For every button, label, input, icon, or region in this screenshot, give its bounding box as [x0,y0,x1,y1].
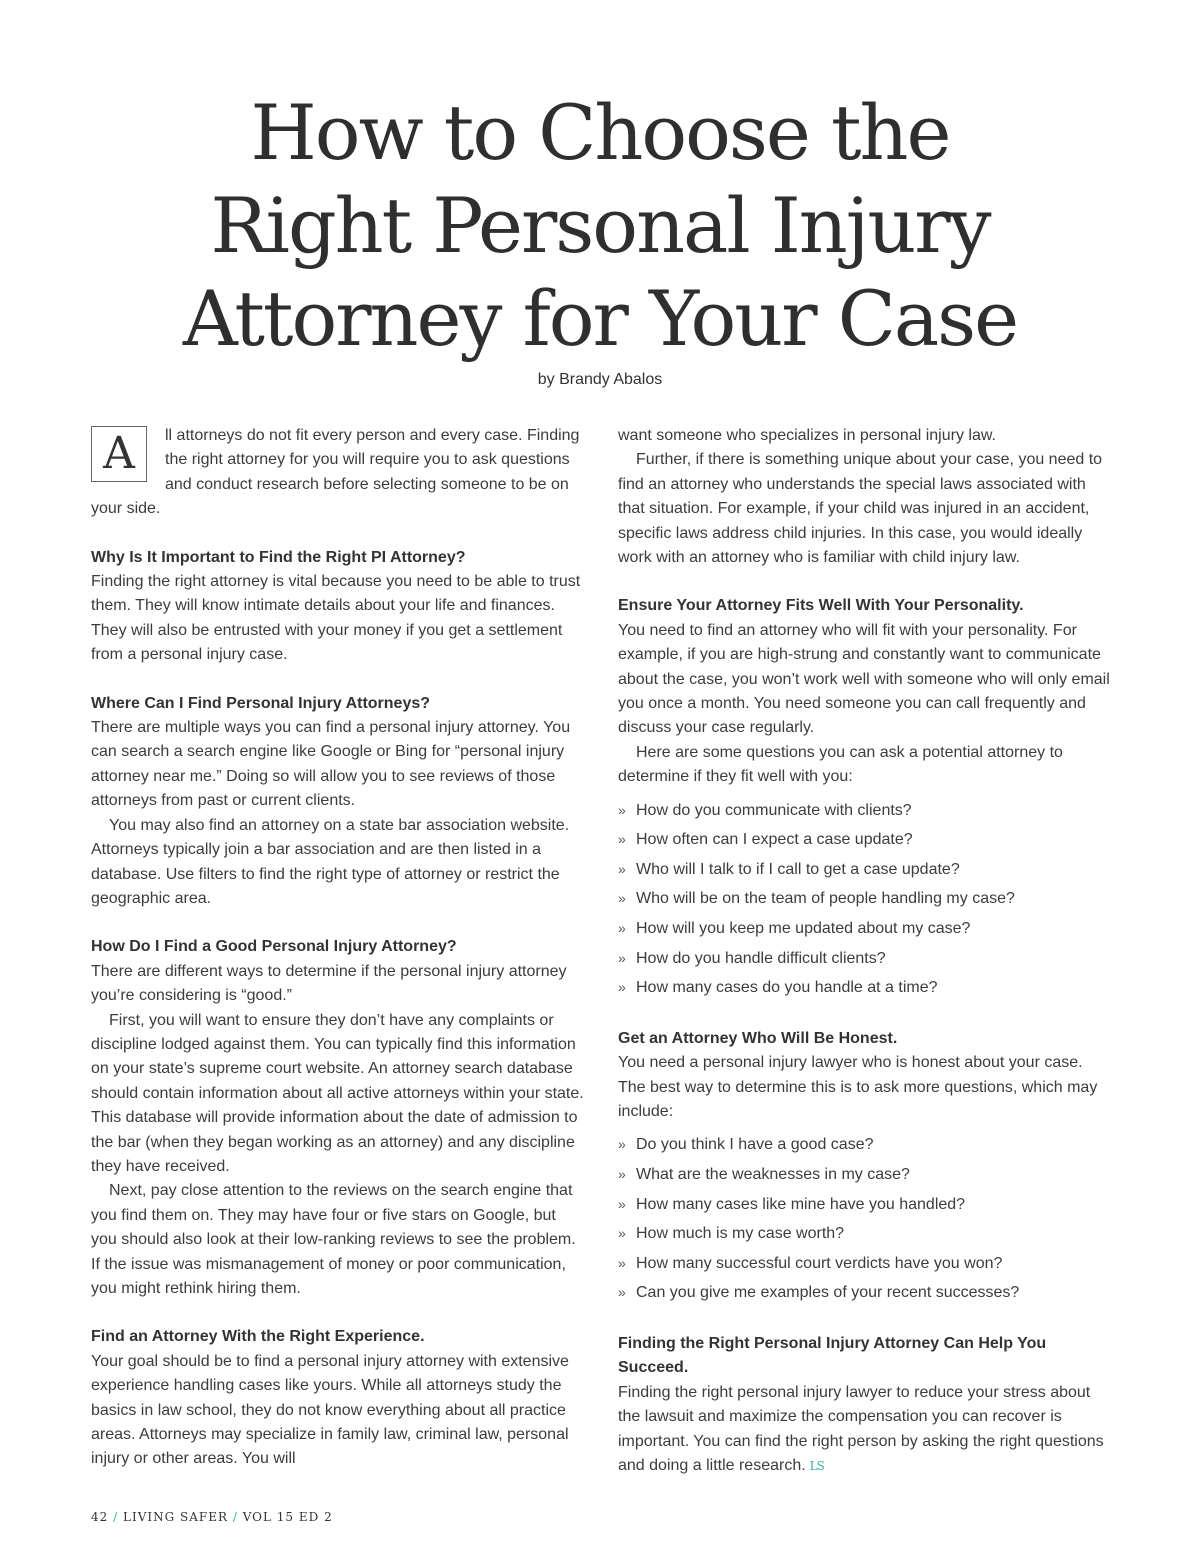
paragraph: You need a personal injury lawyer who is honest about your case. The best way to determine this is to ask more questions, which may include: [618,1054,1098,1121]
paragraph: You may also find an attorney on a state bar association website. Attorneys typically join a bar association and are then listed in a database. Use filters to find the right type of attorney or restrict the geographic area. [91,816,570,907]
list-item [618,1219,1112,1249]
page-footer [91,1510,333,1524]
list-item-text: How do you communicate with clients? [636,801,912,819]
bullet-icon: » [618,979,626,996]
footer-separator: / [232,1510,238,1524]
title-line: How to Choose the [250,88,950,177]
list-item-text: Can you give me examples of your recent successes? [636,1284,1020,1302]
paragraph: want someone who specializes in personal injury law. [618,427,996,444]
paragraph: First, you will want to ensure they don’t have any complaints or discipline lodged against them. You can typically find this information on your state’s supreme court website. An attorney search database should contain information about all active attorneys within your state. This database will provide information about the date of admission to the bar (when they began working as an attorney) and any discipline they have received. [91,1011,584,1175]
section-heading: Find an Attorney With the Right Experience. [91,1328,425,1346]
list-item-text: How many successful court verdicts have you won? [636,1254,1003,1272]
section-heading: Why Is It Important to Find the Right PI Attorney? [91,548,466,566]
bullet-icon: » [618,890,626,907]
paragraph: Here are some questions you can ask a potential attorney to determine if they fit well with you: [618,743,1063,786]
byline: by Brandy Abalos [537,371,663,388]
list-item [618,884,1112,914]
section-heading: Get an Attorney Who Will Be Honest. [618,1029,898,1047]
paragraph: There are different ways to determine if the personal injury attorney you’re considering is “good.” [91,962,567,1005]
section-heading: Where Can I Find Personal Injury Attorneys? [91,694,431,712]
list-item-text: Who will I talk to if I call to get a case update? [636,860,960,878]
article-title [0,86,1200,365]
list-item [618,1190,1112,1220]
list-item-text: Do you think I have a good case? [636,1136,874,1154]
section-heading: How Do I Find a Good Personal Injury Attorney? [91,938,457,956]
list-item-text: What are the weaknesses in my case? [636,1166,910,1184]
section-heading: Ensure Your Attorney Fits Well With Your Personality. [618,597,1024,615]
title-line: Attorney for Your Case [182,274,1018,363]
list-item [618,1249,1112,1279]
paragraph: You need to find an attorney who will fit with your personality. For example, if you are high-strung and constantly want to communicate about the case, you won’t work well with someone who will only email you once a month. You need someone you can call frequently and discuss your case regularly. [618,621,1110,737]
list-item [618,855,1112,885]
bullet-icon: » [618,1284,626,1301]
list-item [618,1278,1112,1308]
list-item [618,825,1112,855]
paragraph [618,1381,1112,1479]
bullet-icon: » [618,1195,626,1212]
bullet-icon: » [618,801,626,818]
paragraph: Your goal should be to find a personal injury attorney with extensive experience handling cases like yours. While all attorneys study the basics in law school, they do not know everything about all practice areas. Attorneys may specialize in family law, criminal law, personal injury or other areas. You will [91,1352,569,1468]
drop-cap: A [91,426,147,482]
list-item [618,1160,1112,1190]
bullet-icon: » [618,1254,626,1271]
question-list [618,796,1112,1003]
intro-paragraph: ll attorneys do not fit every person and every case. Finding the right attorney for you will require you to ask questions and conduct research before selecting someone to be on your side. [91,427,580,518]
question-list [618,1130,1112,1308]
closing-text: Finding the right personal injury lawyer to reduce your stress about the lawsuit and maximize the compensation you can recover is important. You can find the right person by asking the right questions and doing a little research. [618,1383,1104,1475]
list-item [618,796,1112,826]
issue-label: VOL 15 ED 2 [242,1510,333,1524]
bullet-icon: » [618,920,626,937]
left-column [91,424,585,1472]
end-mark-icon: LS [809,1459,824,1474]
list-item [618,1130,1112,1160]
bullet-icon: » [618,831,626,848]
page-number: 42 [91,1510,109,1524]
bullet-icon: » [618,1136,626,1153]
list-item [618,973,1112,1003]
list-item-text: How often can I expect a case update? [636,831,913,849]
paragraph: There are multiple ways you can find a personal injury attorney. You can search a search engine like Google or Bing for “personal injury attorney near me.” Doing so will allow you to see reviews of those attorneys from past or current clients. [91,719,571,810]
footer-separator: / [113,1510,119,1524]
bullet-icon: » [618,860,626,877]
list-item [618,914,1112,944]
paragraph: Finding the right attorney is vital because you need to be able to trust them. They will know intimate details about your life and finances. They will also be entrusted with your money if you get a settlement from a personal injury case. [91,573,581,664]
bullet-icon: » [618,949,626,966]
list-item-text: How much is my case worth? [636,1225,845,1243]
right-column [618,424,1112,1478]
bullet-icon: » [618,1166,626,1183]
list-item-text: How many cases do you handle at a time? [636,979,938,997]
publication-name: LIVING SAFER [122,1510,229,1524]
list-item-text: How many cases like mine have you handled? [636,1195,966,1213]
list-item-text: Who will be on the team of people handling my case? [636,890,1015,908]
section-heading: Finding the Right Personal Injury Attorney Can Help You Succeed. [618,1335,1047,1377]
bullet-icon: » [618,1225,626,1242]
title-line: Right Personal Injury [210,181,990,270]
list-item-text: How will you keep me updated about my case? [636,920,971,938]
paragraph: Next, pay close attention to the reviews on the search engine that you find them on. They may have four or five stars on Google, but you should also look at their low-ranking reviews to see the problem. If the issue was mismanagement of money or poor communication, you might rethink hiring them. [91,1182,576,1297]
list-item [618,944,1112,974]
list-item-text: How do you handle difficult clients? [636,949,886,967]
paragraph: Further, if there is something unique about your case, you need to find an attorney who understands the special laws associated with that situation. For example, if your child was injured in an accident, specific laws address child injuries. In this case, you would ideally work with an attorney who is familiar with child injury law. [618,451,1103,567]
